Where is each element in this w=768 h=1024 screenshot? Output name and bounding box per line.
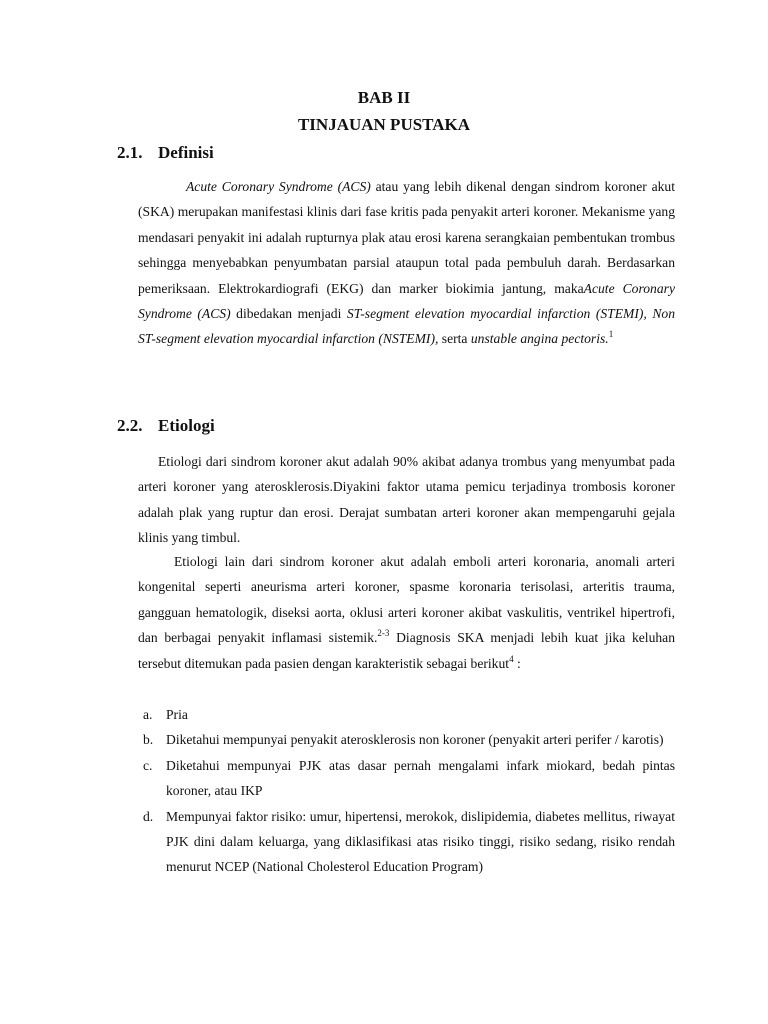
list-item: [138, 753, 675, 804]
reference-superscript: 1: [608, 329, 614, 340]
section-number: 2.2.: [117, 416, 143, 435]
italic-term: Acute Coronary Syndrome (ACS): [138, 280, 675, 322]
text-run: atau yang lebih dikenal dengan sindrom koroner akut (SKA) merupakan manifestasi klinis dari fase kritis pada penyakit arteri koroner. Mekanisme yang mendasari penyakit ini adalah rupturnya plak atau erosi karena serangkaian pembentukan trombus sehingga menyebabkan penyumbatan parsial ataupun total pada pembuluh darah. Berdasarkan pemeriksaan. Elektrokardiografi (EKG) dan marker biokimia jantung, maka: [138, 179, 675, 296]
list-item: [138, 727, 675, 752]
text-run: Etiologi lain dari sindrom koroner akut adalah emboli arteri koronaria, anomali arteri kongenital seperti aneurisma arteri koroner, spasme koronaria terisolasi, arteritis trauma, gangguan hematologik, diseksi aorta, oklusi arteri koroner akibat vaskulitis, ventrikel hipertrofi, dan berbagai penyakit inflamasi sistemik.: [138, 554, 675, 646]
reference-superscript: 4: [509, 653, 514, 664]
list-item-text: Pria: [166, 707, 188, 722]
section-number: 2.1.: [117, 143, 143, 162]
text-run: dibedakan menjadi: [230, 306, 347, 322]
chapter-title: TINJAUAN PUSTAKA: [297, 115, 471, 134]
etiology-paragraph-2: [138, 549, 675, 676]
section-heading-etiologi: [117, 415, 215, 437]
section-title: Definisi: [158, 143, 214, 162]
definition-paragraph: [138, 174, 675, 352]
italic-term: unstable angina pectoris.: [470, 331, 609, 347]
chapter-number: BAB II: [357, 88, 411, 107]
characteristics-list: [138, 702, 675, 880]
etiology-paragraph-1: Etiologi dari sindrom koroner akut adalah 90% akibat adanya trombus yang menyumbat pada arteri koroner yang aterosklerosis.Diyakini faktor utama pemicu terjadinya trombosis koroner adalah plak yang ruptur dan erosi. Derajat sumbatan arteri koroner akan mempengaruhi gejala klinis yang timbul.: [138, 454, 675, 546]
list-marker: a.: [143, 707, 153, 722]
list-item-text: Mempunyai faktor risiko: umur, hipertensi, merokok, dislipidemia, diabetes mellitus, riwayat PJK dini dalam keluarga, yang diklasifikasi atas risiko tinggi, risiko sedang, risiko rendah menurut NCEP (National Cholesterol Education Program): [166, 808, 675, 875]
text-run: :: [513, 655, 521, 671]
list-item-text: Diketahui mempunyai penyakit aterosklerosis non koroner (penyakit arteri perifer / karotis): [166, 732, 664, 748]
reference-superscript: 2-3: [377, 628, 390, 639]
section-heading-definisi: [117, 142, 214, 164]
list-item: [138, 702, 675, 727]
section-title: Etiologi: [158, 416, 215, 435]
text-run: serta: [438, 331, 471, 347]
list-item: [138, 804, 675, 880]
italic-term: ST-segment elevation myocardial infarction (STEMI), Non ST-segment elevation myocardial infarction (NSTEMI),: [138, 306, 675, 347]
list-marker: c.: [143, 757, 153, 773]
list-marker: d.: [143, 808, 154, 824]
list-marker: b.: [143, 732, 154, 748]
italic-term: Acute Coronary Syndrome (ACS): [186, 179, 371, 194]
list-item-text: Diketahui mempunyai PJK atas dasar pernah mengalami infark miokard, bedah pintas koroner, atau IKP: [166, 757, 675, 799]
text-run: Diagnosis SKA menjadi lebih kuat jika keluhan tersebut ditemukan pada pasien dengan karakteristik sebagai berikut: [138, 630, 675, 671]
